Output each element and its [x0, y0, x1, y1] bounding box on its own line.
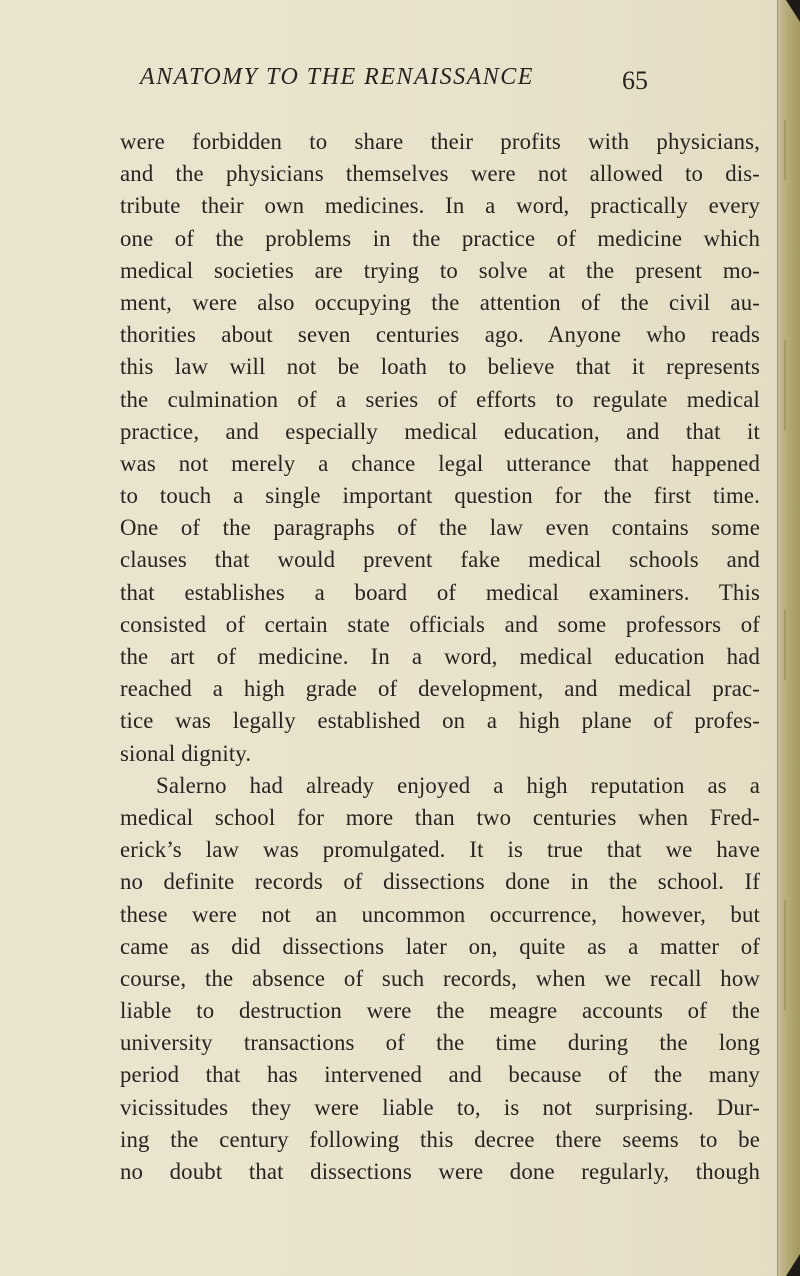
text-line: no definite records of dissections done in the school. If: [120, 869, 760, 895]
text-line: medical school for more than two centuries when Fred-: [120, 804, 760, 830]
text-line: no doubt that dissections were done regularly, though: [120, 1159, 760, 1184]
text-line: reached a high grade of development, and medical prac-: [120, 676, 760, 702]
text-line: university transactions of the time during the long: [120, 1030, 760, 1056]
text-line-paragraph-start: Salerno had already enjoyed a high reputation as a: [156, 772, 760, 798]
text-line: One of the paragraphs of the law even contains some: [120, 515, 760, 541]
text-line: tice was legally established on a high plane of profes-: [120, 708, 760, 734]
text-line: ing the century following this decree there seems to be: [120, 1126, 760, 1152]
page-number: 65: [622, 66, 648, 95]
text-line: this law will not be loath to believe that it represents: [120, 354, 760, 380]
text-line: ment, were also occupying the attention of the civil au-: [120, 289, 760, 315]
text-line: tribute their own medicines. In a word, practically every: [120, 193, 760, 219]
text-line: period that has intervened and because of the many: [120, 1062, 760, 1088]
text-line: these were not an uncommon occurrence, however, but: [120, 901, 760, 927]
text-line: was not merely a chance legal utterance that happened: [120, 450, 760, 476]
text-line: liable to destruction were the meagre accounts of the: [120, 998, 760, 1024]
text-line: came as did dissections later on, quite as a matter of: [120, 933, 760, 959]
text-line: consisted of certain state officials and some professors of: [120, 611, 760, 637]
text-line: and the physicians themselves were not allowed to dis-: [120, 161, 760, 187]
body-text: [120, 126, 760, 1188]
text-line: were forbidden to share their profits with physicians,: [120, 129, 760, 154]
text-line-paragraph-end: sional dignity.: [120, 740, 252, 766]
text-line: the art of medicine. In a word, medical education had: [120, 644, 760, 669]
text-line: vicissitudes they were liable to, is not surprising. Dur-: [120, 1094, 760, 1120]
text-line: to touch a single important question for the first time.: [120, 483, 760, 509]
text-line: clauses that would prevent fake medical schools and: [120, 547, 760, 573]
page-header: [140, 62, 740, 102]
page-edge-binding: [777, 0, 800, 1276]
text-line: one of the problems in the practice of medicine which: [120, 225, 760, 251]
text-line: thorities about seven centuries ago. Anyone who reads: [120, 322, 760, 348]
edge-stripe: [784, 900, 786, 1010]
page-corner-bottom: [786, 1254, 800, 1276]
text-line: erick’s law was promulgated. It is true that we have: [120, 837, 760, 863]
text-line: that establishes a board of medical examiners. This: [120, 579, 760, 605]
text-line: medical societies are trying to solve at the present mo-: [120, 257, 760, 283]
text-line: practice, and especially medical education, and that it: [120, 418, 760, 444]
edge-stripe: [784, 340, 786, 430]
edge-stripe: [784, 120, 786, 180]
edge-stripe: [784, 610, 786, 680]
page-corner-top: [786, 0, 800, 22]
running-head: ANATOMY TO THE RENAISSANCE: [140, 64, 534, 90]
text-line: course, the absence of such records, when we recall how: [120, 965, 760, 991]
text-line: the culmination of a series of efforts to regulate medical: [120, 386, 760, 412]
